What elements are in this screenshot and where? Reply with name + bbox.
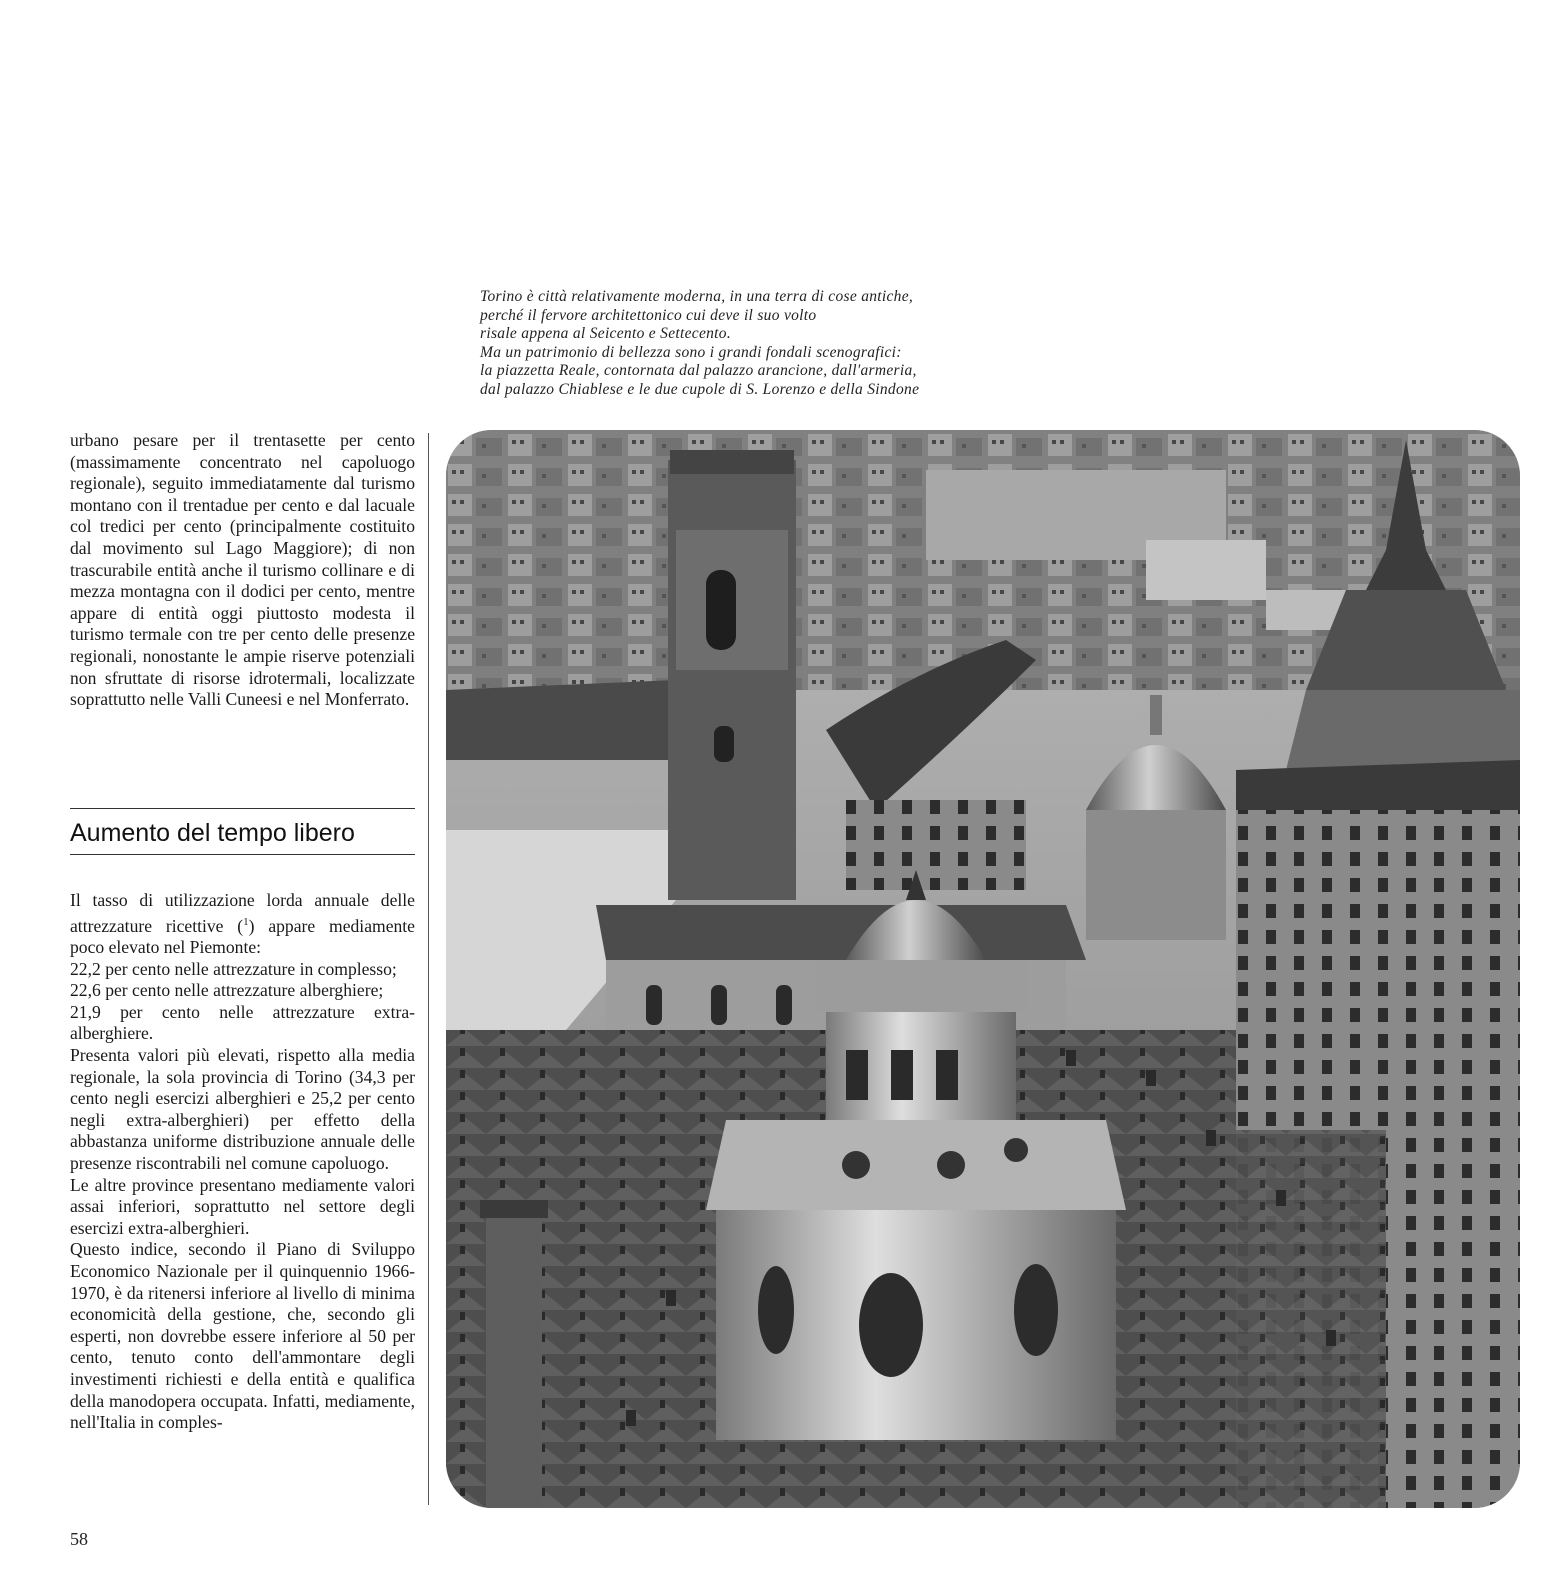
- caption-line: dal palazzo Chiablese e le due cupole di S. Lorenzo e della Sindone: [480, 380, 920, 398]
- intro-text: ) appare mediamente poco elevato nel Piemonte:: [70, 915, 415, 958]
- photo-caption: [480, 288, 1060, 399]
- caption-line: risale appena al Seicento e Settecento.: [480, 325, 732, 342]
- caption-line: Torino è città relativamente moderna, in una terra di cose antiche,: [480, 288, 914, 305]
- body-paragraph: Presenta valori più elevati, rispetto alla media regionale, la sola provincia di Torino (34,3 per cento negli esercizi alberghieri e 25,2 per cento negli extra-alberghieri) per effetto della abbastanza uniforme distribuzione annuale delle presenze riscontrabili nel comune capoluogo.: [70, 1045, 415, 1173]
- page-number: 58: [70, 1529, 88, 1549]
- stat-line: 21,9 per cento nelle attrezzature extra-alberghiere.: [70, 1001, 415, 1044]
- body-paragraph: Le altre province presentano mediamente valori assai inferiori, soprattutto nel settore degli esercizi extra-alberghieri.: [70, 1174, 415, 1238]
- body-paragraph: [70, 890, 415, 959]
- caption-line: perché il fervore architettonico cui deve il suo volto: [480, 306, 817, 324]
- column-rule: [428, 433, 429, 1505]
- stat-line: 22,6 per cento nelle attrezzature alberghiere;: [70, 980, 384, 1001]
- section-heading: Aumento del tempo libero: [70, 819, 355, 847]
- section-heading-box: [70, 808, 415, 855]
- text-column-lower: [70, 890, 415, 1434]
- caption-line: la piazzetta Reale, contornata dal palazzo arancione, dall'armeria,: [480, 362, 917, 379]
- body-paragraph: urbano pesare per il trentasette per cento (massimamente concentrato nel capoluogo regionale), seguito immediatamente dal turismo montano con il trentadue per cento e dal lacuale col tredici per cento (principalmente costituito dal movimento sul Lago Maggiore); di non trascurabile entità anche il turismo collinare e di mezza montagna con il dodici per cento, mentre appare di entità oggi piuttosto modesta il turismo termale con tre per cento delle presenze regionali, nonostante le ampie riserve potenziali non sfruttate di risorse idrotermali, localizzate soprattutto nelle Valli Cuneesi e nel Monferrato.: [70, 430, 415, 710]
- text-column-upper: [70, 430, 415, 711]
- turin-photograph: [446, 430, 1520, 1508]
- intro-text: Il tasso di utilizzazione lorda annuale delle attrezzature ricettive (: [70, 890, 415, 936]
- caption-line: Ma un patrimonio di bellezza sono i grandi fondali scenografici:: [480, 343, 902, 361]
- body-paragraph: Questo indice, secondo il Piano di Sviluppo Economico Nazionale per il quinquennio 1966-1970, è da ritenersi inferiore al livello di minima economicità della gestione, che, secondo gli esperti, non dovrebbe essere inferiore al 50 per cento, tenuto conto dell'ammontare degli investimenti richiesti e della entità e qualifica della manodopera occupata. Infatti, mediamente, nell'Italia in comples-: [70, 1239, 415, 1433]
- footnote-ref: 1: [243, 915, 249, 928]
- stat-line: 22,2 per cento nelle attrezzature in complesso;: [70, 958, 397, 979]
